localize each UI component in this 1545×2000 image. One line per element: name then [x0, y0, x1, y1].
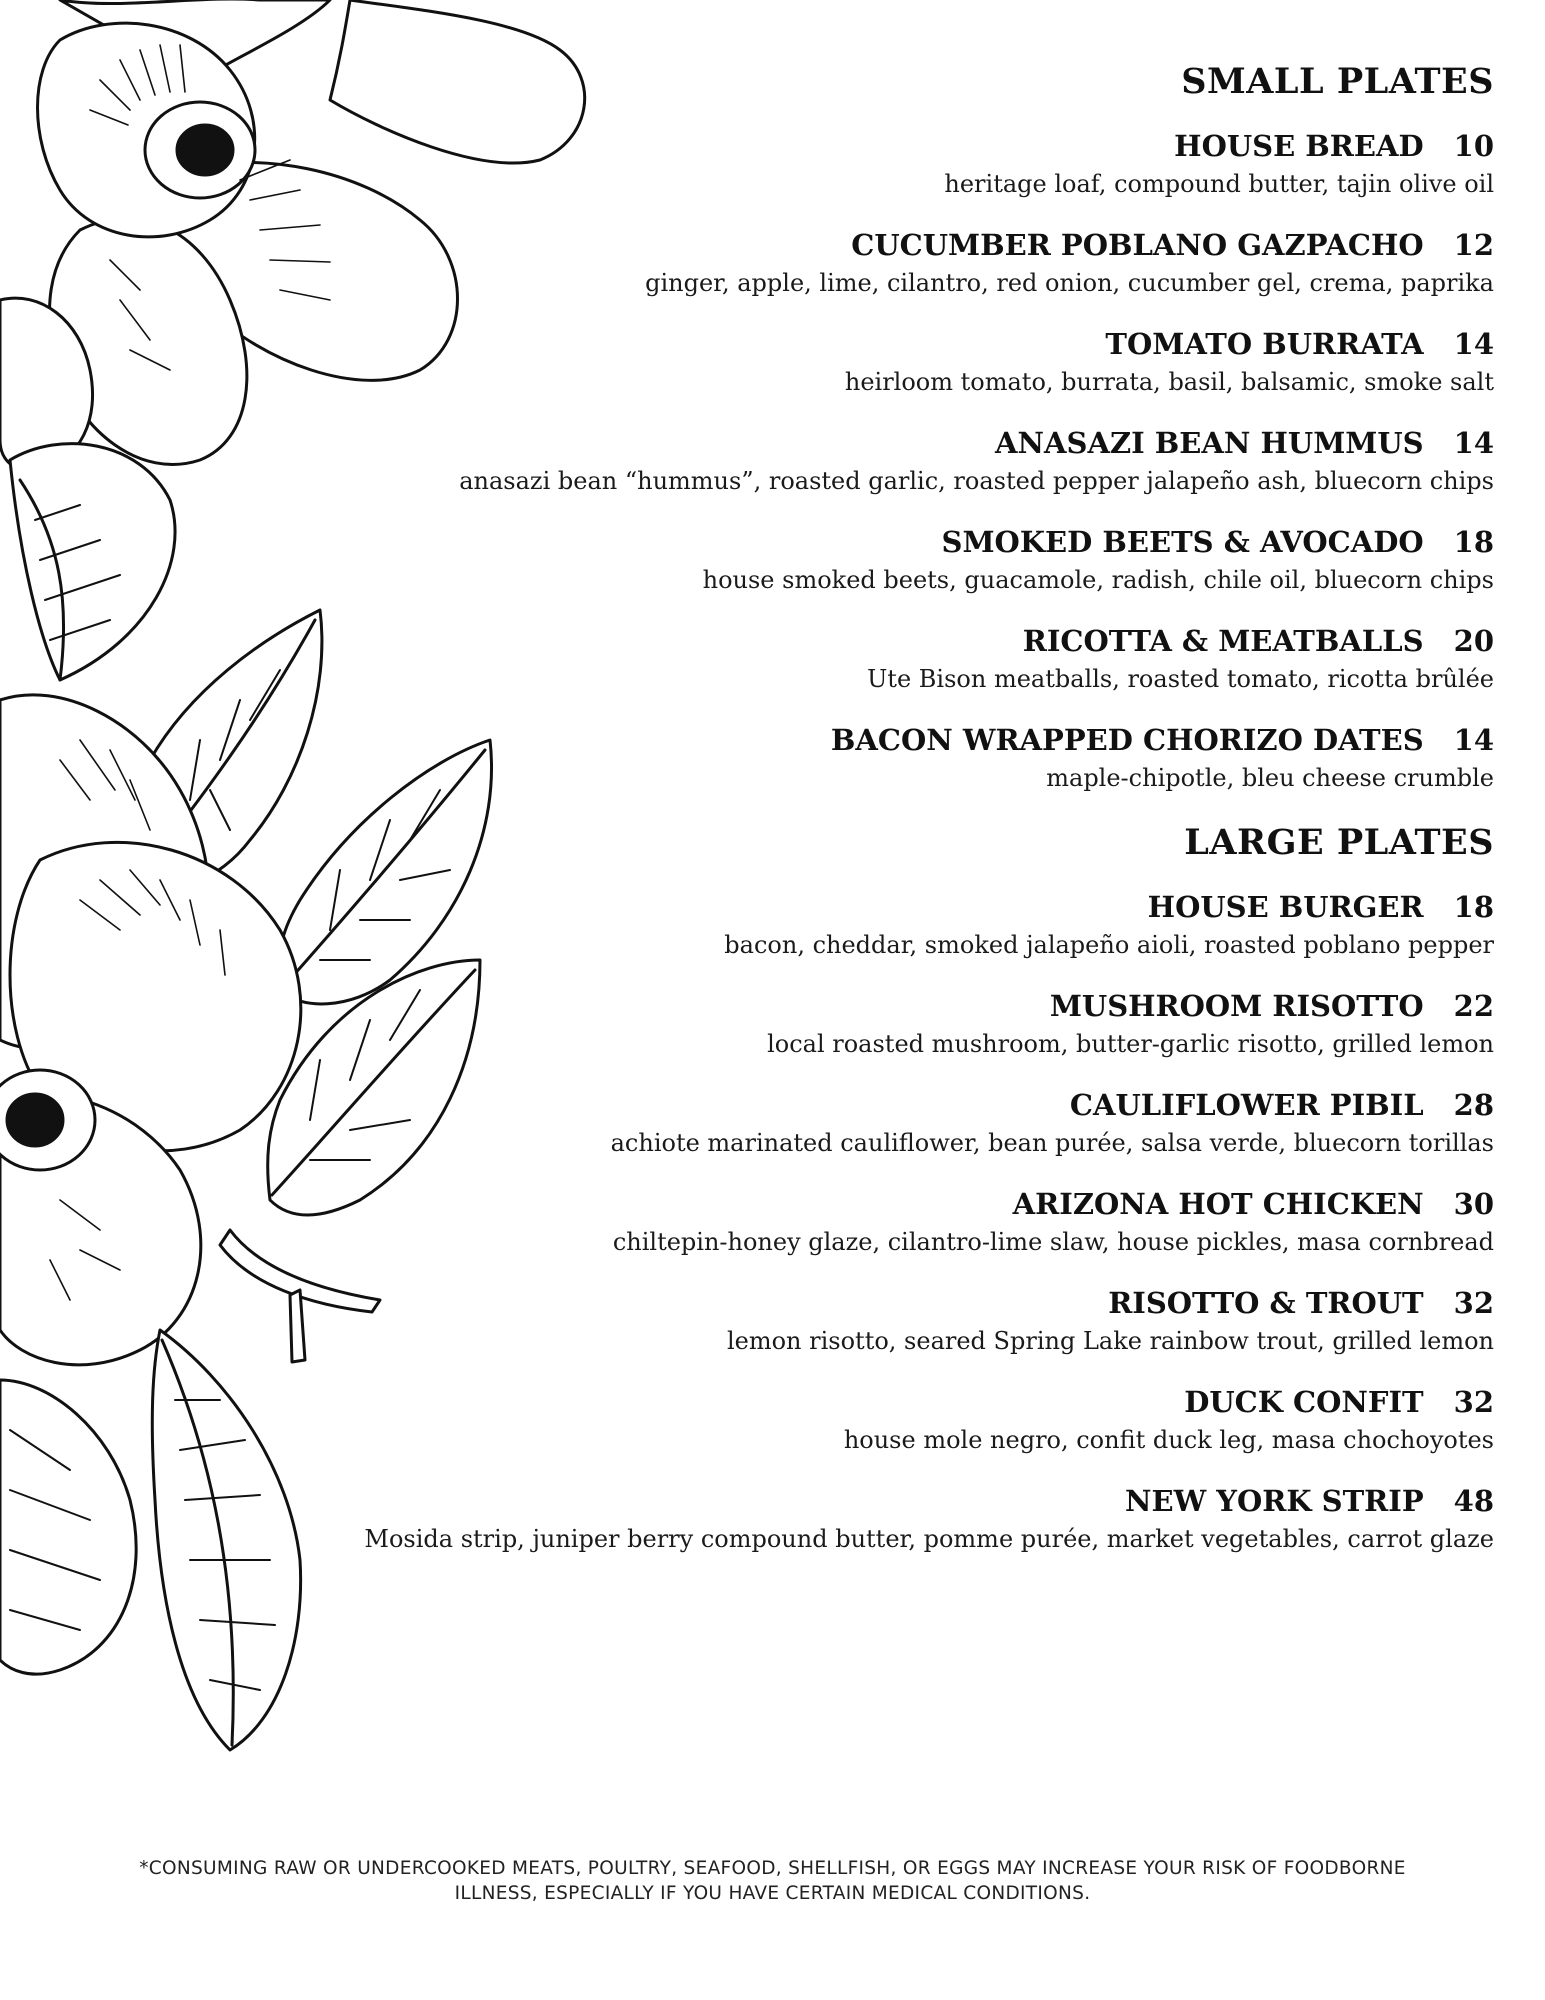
menu-item-name: NEW YORK STRIP — [1125, 1484, 1424, 1518]
menu-item-description: achiote marinated cauliflower, bean purée, salsa verde, bluecorn torillas — [610, 1129, 1494, 1157]
menu-item-name: CAULIFLOWER PIBIL — [1069, 1088, 1424, 1122]
menu-item-name: ARIZONA HOT CHICKEN — [1012, 1187, 1424, 1221]
menu-item-name: TOMATO BURRATA — [1105, 327, 1424, 361]
menu-item-price: 48 — [1453, 1484, 1494, 1518]
large-plates-list — [194, 887, 1494, 1557]
section-title-large-plates: LARGE PLATES — [1184, 822, 1494, 863]
menu-item-price: 28 — [1453, 1088, 1494, 1122]
small-plates-list — [194, 126, 1494, 796]
menu-item-price: 32 — [1453, 1385, 1494, 1419]
menu-item-heading — [194, 423, 1494, 463]
menu-item — [194, 1382, 1494, 1458]
menu-item-description: bacon, cheddar, smoked jalapeño aioli, roasted poblano pepper — [724, 931, 1494, 959]
menu-item-price: 18 — [1453, 525, 1494, 559]
menu-item-description: lemon risotto, seared Spring Lake rainbow trout, grilled lemon — [726, 1327, 1494, 1355]
menu-item-price: 22 — [1453, 989, 1494, 1023]
menu-item-price: 32 — [1453, 1286, 1494, 1320]
menu-item-name: RISOTTO & TROUT — [1108, 1286, 1424, 1320]
menu-item-heading — [194, 1184, 1494, 1224]
menu-item-name: SMOKED BEETS & AVOCADO — [941, 525, 1424, 559]
disclaimer-line: *CONSUMING RAW OR UNDERCOOKED MEATS, POULTRY, SEAFOOD, SHELLFISH, OR EGGS MAY INCREASE YOUR RISK OF FOODBORNE — [139, 1858, 1406, 1879]
menu-item-description: chiltepin-honey glaze, cilantro-lime slaw, house pickles, masa cornbread — [612, 1228, 1494, 1256]
menu-item-name: ANASAZI BEAN HUMMUS — [995, 426, 1424, 460]
menu-item-heading — [194, 522, 1494, 562]
menu-item-price: 30 — [1453, 1187, 1494, 1221]
menu-item-price: 18 — [1453, 890, 1494, 924]
menu-item-price: 14 — [1453, 426, 1494, 460]
menu-item — [194, 621, 1494, 697]
menu-item-heading — [194, 1085, 1494, 1125]
menu-item — [194, 1184, 1494, 1260]
menu-item-heading — [194, 720, 1494, 760]
menu-item — [194, 423, 1494, 499]
menu-item-description: maple-chipotle, bleu cheese crumble — [1046, 764, 1494, 792]
menu-item-name: MUSHROOM RISOTTO — [1049, 989, 1424, 1023]
section-title-small-plates: SMALL PLATES — [1181, 61, 1494, 102]
menu-item-description: ginger, apple, lime, cilantro, red onion, cucumber gel, crema, paprika — [645, 269, 1494, 297]
menu-item-name: HOUSE BURGER — [1147, 890, 1424, 924]
menu-item-name: HOUSE BREAD — [1174, 129, 1424, 163]
menu-item — [194, 1481, 1494, 1557]
menu-item-description: Ute Bison meatballs, roasted tomato, ricotta brûlée — [867, 665, 1494, 693]
menu-item-price: 10 — [1453, 129, 1494, 163]
disclaimer-line: ILLNESS, ESPECIALLY IF YOU HAVE CERTAIN MEDICAL CONDITIONS. — [454, 1883, 1091, 1904]
menu-item-heading — [194, 887, 1494, 927]
menu-item — [194, 887, 1494, 963]
menu-item-heading — [194, 1382, 1494, 1422]
menu-item — [194, 720, 1494, 796]
menu-item-description: house smoked beets, guacamole, radish, chile oil, bluecorn chips — [702, 566, 1494, 594]
menu-item-description: Mosida strip, juniper berry compound butter, pomme purée, market vegetables, carrot glaze — [364, 1525, 1494, 1553]
menu-item-heading — [194, 324, 1494, 364]
menu-item-description: heritage loaf, compound butter, tajin olive oil — [944, 170, 1494, 198]
menu-item-price: 14 — [1453, 723, 1494, 757]
menu-item-name: BACON WRAPPED CHORIZO DATES — [830, 723, 1424, 757]
menu-item-heading — [194, 986, 1494, 1026]
menu-item — [194, 225, 1494, 301]
menu-item — [194, 324, 1494, 400]
menu-item-description: house mole negro, confit duck leg, masa chochoyotes — [843, 1426, 1494, 1454]
menu-item-heading — [194, 1283, 1494, 1323]
menu-item — [194, 986, 1494, 1062]
menu-item-description: local roasted mushroom, butter-garlic risotto, grilled lemon — [767, 1030, 1494, 1058]
menu-item-price: 14 — [1453, 327, 1494, 361]
menu-item-name: RICOTTA & MEATBALLS — [1022, 624, 1424, 658]
menu-item-heading — [194, 1481, 1494, 1521]
menu-item-price: 20 — [1453, 624, 1494, 658]
menu-item — [194, 1283, 1494, 1359]
menu-item-price: 12 — [1453, 228, 1494, 262]
disclaimer — [40, 1856, 1505, 1906]
menu-item-heading — [194, 126, 1494, 166]
menu-item-description: anasazi bean “hummus”, roasted garlic, roasted pepper jalapeño ash, bluecorn chips — [459, 467, 1494, 495]
menu-item-name: DUCK CONFIT — [1184, 1385, 1424, 1419]
menu-item-name: CUCUMBER POBLANO GAZPACHO — [851, 228, 1424, 262]
menu-item — [194, 126, 1494, 202]
menu-item — [194, 1085, 1494, 1161]
menu-item — [194, 522, 1494, 598]
menu — [194, 58, 1494, 1580]
menu-item-heading — [194, 621, 1494, 661]
menu-item-heading — [194, 225, 1494, 265]
menu-item-description: heirloom tomato, burrata, basil, balsamic, smoke salt — [844, 368, 1494, 396]
